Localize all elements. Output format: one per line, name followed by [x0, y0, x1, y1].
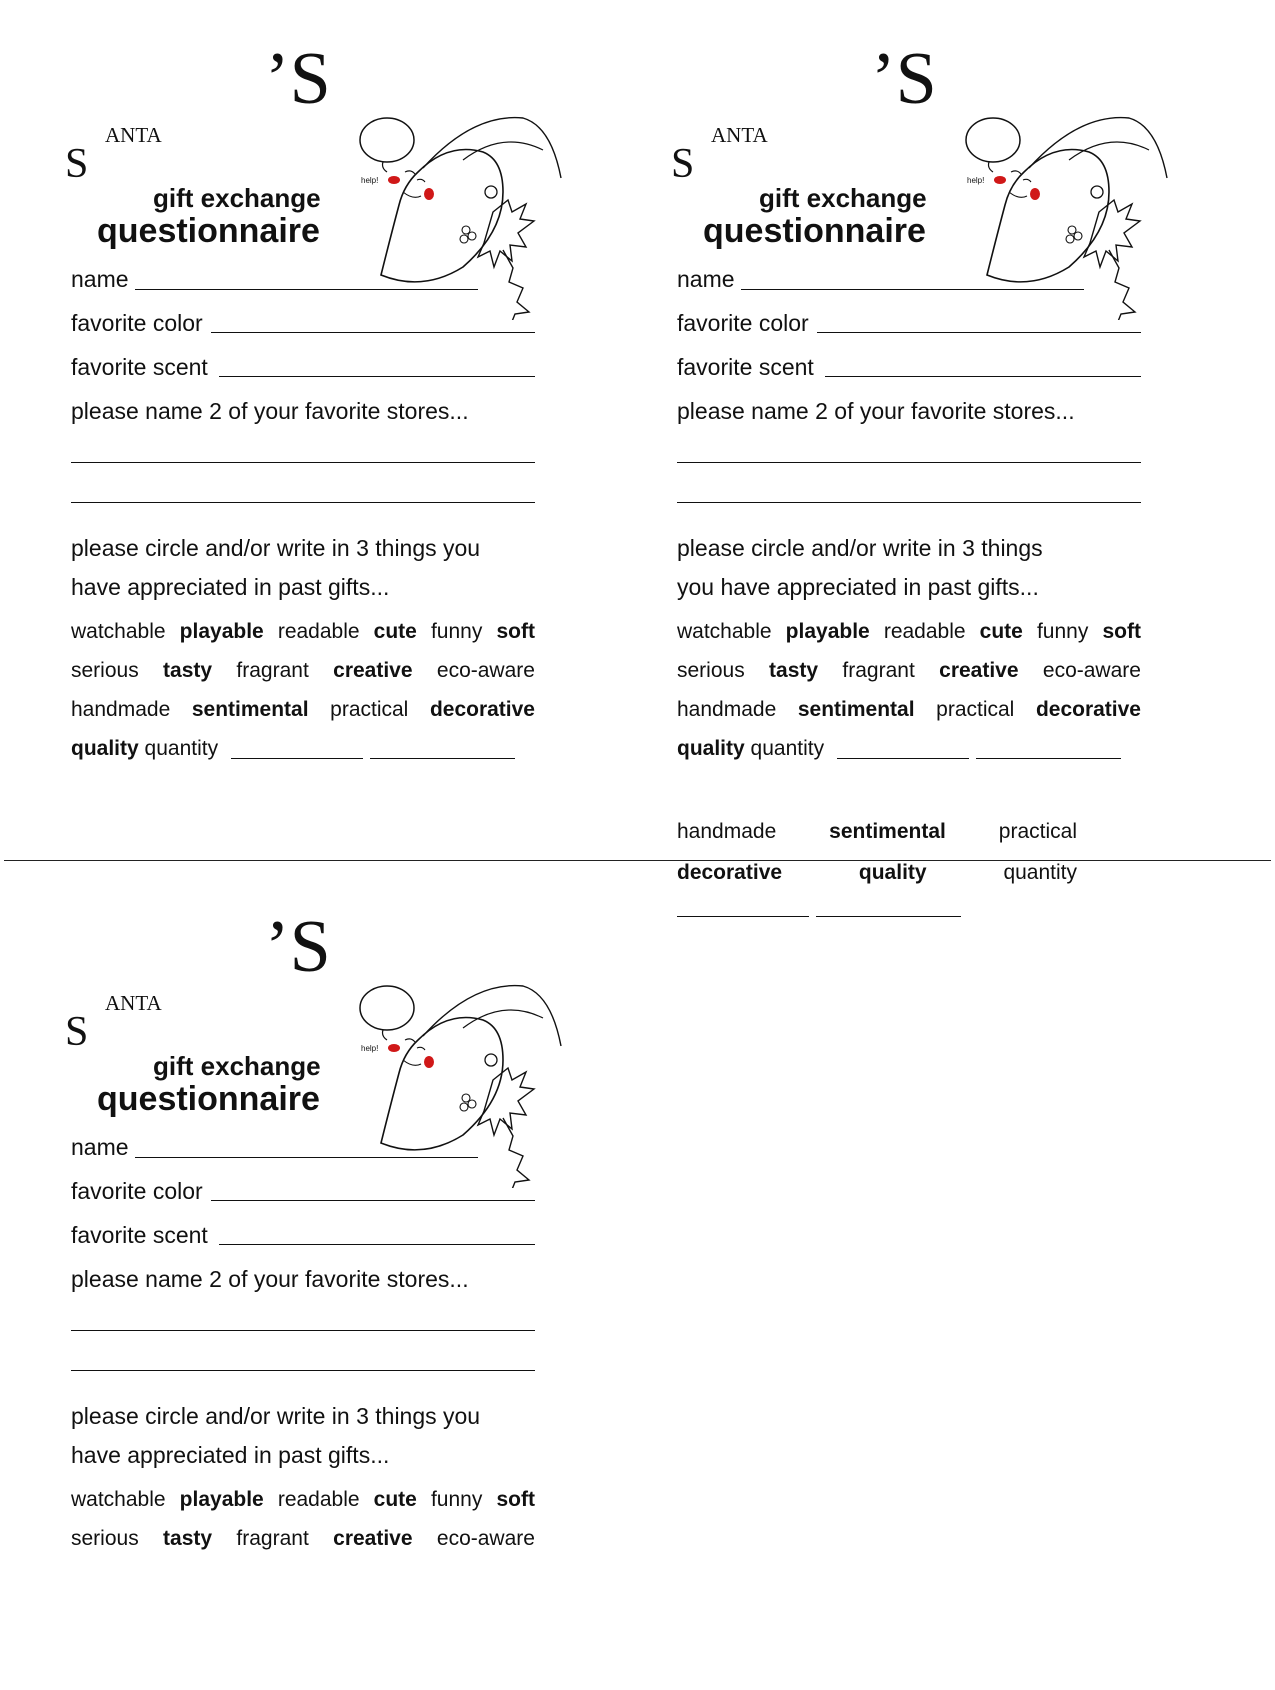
word-row-4 — [677, 738, 824, 759]
option-sentimental[interactable]: sentimental — [797, 698, 915, 721]
overflow-word-row-1 — [677, 820, 1077, 844]
option-watchable[interactable]: watchable — [677, 620, 772, 643]
appreciated-prompt-line1: please circle and/or write in 3 things you — [71, 535, 481, 561]
option-fragrant[interactable]: fragrant — [842, 659, 915, 682]
title-questionnaire: questionnaire — [703, 212, 926, 250]
title-s: S — [65, 1009, 89, 1055]
favorite-stores-label: please name 2 of your favorite stores... — [71, 398, 469, 424]
option-funny[interactable]: funny — [1036, 620, 1089, 643]
help-text: help! — [967, 176, 985, 185]
appreciated-prompt-line1: please circle and/or write in 3 things you — [71, 1403, 481, 1429]
title-anta: ANTA — [105, 123, 162, 147]
favorite-color-field[interactable] — [211, 332, 535, 333]
option-playable[interactable]: playable — [179, 1488, 264, 1511]
store-2-field[interactable] — [71, 1370, 535, 1371]
word-row-1 — [71, 1488, 535, 1512]
option-creative[interactable]: creative — [939, 659, 1019, 682]
favorite-scent-field[interactable] — [219, 376, 535, 377]
appreciated-prompt-line2: you have appreciated in past gifts... — [677, 574, 1039, 600]
word-row-3 — [677, 698, 1141, 722]
option-handmade[interactable]: handmade — [71, 698, 171, 721]
title-questionnaire: questionnaire — [97, 1080, 320, 1118]
option-handmade-extra[interactable]: handmade — [677, 820, 777, 843]
option-quality[interactable]: quality — [677, 737, 745, 760]
store-2-field[interactable] — [677, 502, 1141, 503]
title-gift-exchange: gift exchange — [153, 183, 321, 213]
write-in-extra-2-field[interactable] — [816, 916, 961, 917]
option-creative[interactable]: creative — [333, 1527, 413, 1550]
option-readable[interactable]: readable — [277, 620, 360, 643]
option-quantity[interactable]: quantity — [750, 737, 825, 760]
word-row-4 — [71, 738, 218, 759]
option-quantity[interactable]: quantity — [144, 737, 219, 760]
option-quantity-extra[interactable]: quantity — [1003, 861, 1077, 884]
overflow-word-row-2 — [677, 861, 1077, 885]
appreciated-prompt-line2: have appreciated in past gifts... — [71, 1442, 390, 1468]
option-playable[interactable]: playable — [179, 620, 264, 643]
option-decorative-extra[interactable]: decorative — [677, 861, 783, 884]
word-row-2 — [71, 1527, 535, 1551]
questionnaire-card-2 — [671, 0, 1271, 884]
name-field[interactable] — [741, 289, 1084, 290]
write-in-2-field[interactable] — [976, 758, 1121, 759]
option-eco-aware[interactable]: eco-aware — [436, 659, 535, 682]
option-creative[interactable]: creative — [333, 659, 413, 682]
questionnaire-card-1 — [65, 0, 665, 820]
option-tasty[interactable]: tasty — [769, 659, 819, 682]
write-in-1-field[interactable] — [231, 758, 363, 759]
favorite-scent-label: favorite scent — [71, 1222, 208, 1248]
store-1-field[interactable] — [677, 462, 1141, 463]
favorite-color-label: favorite color — [71, 1178, 203, 1204]
favorite-color-label: favorite color — [71, 310, 203, 336]
word-row-2 — [677, 659, 1141, 683]
title-anta: ANTA — [105, 991, 162, 1015]
option-practical[interactable]: practical — [330, 698, 409, 721]
option-funny[interactable]: funny — [430, 620, 483, 643]
option-practical[interactable]: practical — [936, 698, 1015, 721]
word-row-1 — [677, 620, 1141, 644]
option-cute[interactable]: cute — [979, 620, 1023, 643]
option-quality[interactable]: quality — [71, 737, 139, 760]
option-serious[interactable]: serious — [677, 659, 745, 682]
option-serious[interactable]: serious — [71, 1527, 139, 1550]
word-row-3 — [71, 698, 535, 722]
favorite-scent-field[interactable] — [219, 1244, 535, 1245]
appreciated-prompt-line2: have appreciated in past gifts... — [71, 574, 390, 600]
store-1-field[interactable] — [71, 1330, 535, 1331]
favorite-scent-label: favorite scent — [71, 354, 208, 380]
questionnaire-card-3 — [65, 870, 665, 1690]
write-in-1-field[interactable] — [837, 758, 969, 759]
option-sentimental-extra[interactable]: sentimental — [829, 820, 946, 843]
option-eco-aware[interactable]: eco-aware — [1042, 659, 1141, 682]
title-anta: ANTA — [711, 123, 768, 147]
store-2-field[interactable] — [71, 502, 535, 503]
favorite-stores-label: please name 2 of your favorite stores... — [71, 1266, 469, 1292]
favorite-scent-field[interactable] — [825, 376, 1141, 377]
option-soft[interactable]: soft — [496, 620, 535, 643]
option-playable[interactable]: playable — [785, 620, 870, 643]
appreciated-prompt-line1: please circle and/or write in 3 things — [677, 535, 1043, 561]
option-fragrant[interactable]: fragrant — [236, 659, 309, 682]
option-quality-extra[interactable]: quality — [858, 861, 927, 884]
title-apostrophe-s: ’S — [265, 38, 331, 120]
option-soft[interactable]: soft — [1102, 620, 1141, 643]
option-soft[interactable]: soft — [496, 1488, 535, 1511]
favorite-color-field[interactable] — [211, 1200, 535, 1201]
option-eco-aware[interactable]: eco-aware — [436, 1527, 535, 1550]
word-row-1 — [71, 620, 535, 644]
title-s: S — [671, 141, 695, 187]
name-field[interactable] — [135, 1157, 478, 1158]
option-handmade[interactable]: handmade — [677, 698, 777, 721]
option-tasty[interactable]: tasty — [163, 659, 213, 682]
option-serious[interactable]: serious — [71, 659, 139, 682]
favorite-stores-label: please name 2 of your favorite stores... — [677, 398, 1075, 424]
store-1-field[interactable] — [71, 462, 535, 463]
name-field[interactable] — [135, 289, 478, 290]
option-readable[interactable]: readable — [277, 1488, 360, 1511]
option-cute[interactable]: cute — [373, 620, 417, 643]
name-label: name — [677, 266, 735, 292]
title-gift-exchange: gift exchange — [759, 183, 927, 213]
title-apostrophe-s: ’S — [265, 906, 331, 988]
name-label: name — [71, 266, 129, 292]
title-s: S — [65, 141, 89, 187]
option-decorative[interactable]: decorative — [429, 698, 535, 721]
title-apostrophe-s: ’S — [871, 38, 937, 120]
word-row-2 — [71, 659, 535, 683]
title-questionnaire: questionnaire — [97, 212, 320, 250]
option-readable[interactable]: readable — [883, 620, 966, 643]
option-fragrant[interactable]: fragrant — [236, 1527, 309, 1550]
page-divider — [4, 860, 1271, 861]
favorite-color-label: favorite color — [677, 310, 809, 336]
favorite-scent-label: favorite scent — [677, 354, 814, 380]
title-gift-exchange: gift exchange — [153, 1051, 321, 1081]
option-cute[interactable]: cute — [373, 1488, 417, 1511]
option-watchable[interactable]: watchable — [71, 1488, 166, 1511]
option-practical-extra[interactable]: practical — [998, 820, 1077, 843]
help-text: help! — [361, 176, 379, 185]
write-in-2-field[interactable] — [370, 758, 515, 759]
help-text: help! — [361, 1044, 379, 1053]
option-sentimental[interactable]: sentimental — [191, 698, 309, 721]
favorite-color-field[interactable] — [817, 332, 1141, 333]
name-label: name — [71, 1134, 129, 1160]
option-watchable[interactable]: watchable — [71, 620, 166, 643]
option-decorative[interactable]: decorative — [1035, 698, 1141, 721]
option-funny[interactable]: funny — [430, 1488, 483, 1511]
option-tasty[interactable]: tasty — [163, 1527, 213, 1550]
write-in-extra-1-field[interactable] — [677, 916, 809, 917]
